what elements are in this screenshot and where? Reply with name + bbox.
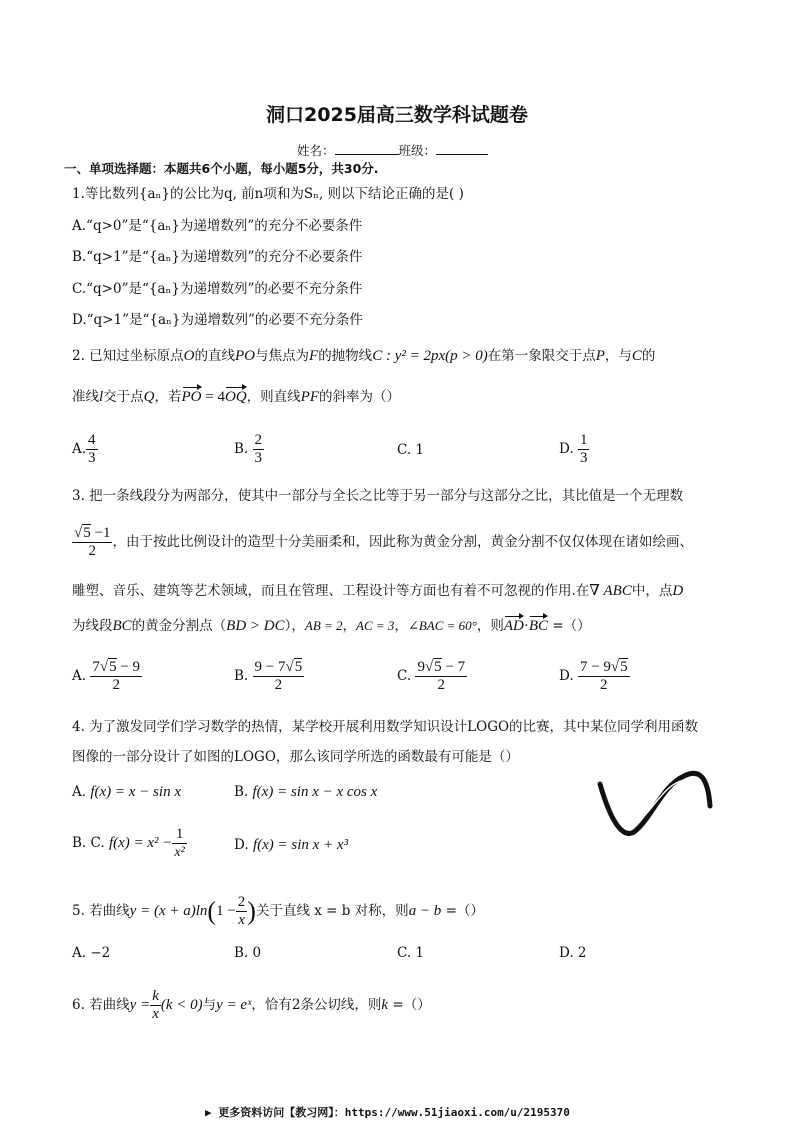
q2-line-2 [72, 388, 400, 406]
q3-text: =（） [548, 618, 591, 634]
q1-option-a: A.“q>0”是“{aₙ}为递增数列”的充分不必要条件 [72, 218, 363, 234]
q2-condition-eq: = 4 [201, 389, 225, 405]
option-label: B. [234, 668, 249, 684]
option-label: B. [234, 441, 249, 457]
q3-text: ，则 [476, 618, 504, 634]
q2-vector-po: PO [181, 389, 202, 405]
q5-expr: 1 − [216, 903, 236, 919]
q3-line-1: 3. 把一条线段分为两部分，使其中一部分与全长之比等于另一部分与这部分之比，其比值是一个无理数 [72, 488, 684, 504]
denominator: 2 [112, 677, 120, 693]
q2-math-q: Q [143, 389, 155, 405]
denominator: 2 [274, 677, 283, 693]
fraction [253, 432, 265, 467]
denominator: 2 [437, 677, 446, 693]
numerator: 1 [172, 826, 186, 844]
q2-text: 的 [641, 348, 656, 364]
q2-math-po: PO [235, 348, 256, 364]
q5-text: 5. 若曲线 [72, 903, 130, 919]
q3-text: 中，点 [631, 583, 673, 599]
q2-text: 与焦点为 [255, 348, 310, 364]
q2-text: ，若 [154, 389, 182, 405]
q5-text: 关于直线 x = b 对称，则 [255, 903, 409, 919]
fraction [90, 659, 142, 694]
denominator: 2 [88, 543, 96, 559]
q2-text: 准线 [72, 389, 99, 405]
q3-math-d: D [672, 583, 684, 599]
option-label: C. [397, 668, 412, 684]
q3-ac: AC = 3 [356, 618, 395, 633]
section-heading: 一、单项选择题：本题共6个小题，每小题5分，共30分. [64, 161, 379, 176]
denominator: 2 [600, 677, 608, 693]
option-label: B. C. [72, 835, 105, 851]
q1-option-b: B.“q>1”是“{aₙ}为递增数列”的充分不必要条件 [72, 249, 363, 265]
q2-vector-oq: OQ [224, 389, 247, 405]
q2-math-o: O [183, 348, 195, 364]
paren-right: ) [247, 896, 256, 926]
class-blank [436, 140, 488, 155]
q5-text: =（） [441, 903, 484, 919]
denominator: 3 [88, 450, 96, 466]
q3-vector-ad: AD [503, 618, 524, 634]
q1-option-d: D.“q>1”是“{aₙ}为递增数列”的必要不充分条件 [72, 312, 363, 328]
option-label: D. [559, 668, 574, 684]
q2-text: 在第一象限交于点 [487, 348, 596, 364]
numerator: 9 − 7√5 [254, 659, 303, 675]
q5-option-c: C. 1 [397, 945, 425, 961]
q3-line-4 [72, 617, 591, 635]
q5-expr: y = (x + a)ln [129, 903, 208, 919]
q2-text: ，则直线 [246, 389, 301, 405]
numerator: 2 [237, 894, 246, 910]
q3-text: 的黄金分割点（ [131, 618, 227, 634]
option-label: B. [234, 784, 249, 800]
q4-expr-d: f(x) = sin x + x³ [252, 837, 349, 853]
q3-option-a [72, 659, 142, 699]
fraction [253, 659, 305, 694]
q5-option-b: B. 0 [234, 945, 262, 961]
q4-expr-a: f(x) = x − sin x [90, 784, 181, 800]
q5-option-a: A. −2 [72, 945, 111, 961]
q3-triangle: ∇ ABC [589, 583, 632, 599]
option-label: A. [72, 441, 87, 457]
q5-math-ab: a − b [408, 903, 442, 919]
num-part: − 9 [116, 659, 141, 675]
q2-option-a [72, 432, 98, 472]
q2-option-c: C. 1 [397, 442, 425, 458]
numerator: k [152, 988, 159, 1004]
q5-option-d: D. 2 [559, 945, 587, 961]
q3-text: ，由于按此比例设计的造型十分美丽柔和，因此称为黄金分割，黄金分割不仅仅体现在诸如绘画、 [112, 534, 693, 550]
q2-parabola-eq: C : y² = 2px(p > 0) [372, 348, 488, 364]
numerator: 4 [88, 432, 96, 448]
q2-math-f: F [309, 348, 319, 364]
option-label: D. [234, 837, 249, 853]
radicand: 5 [83, 525, 91, 541]
num-part: 9 − 7 [254, 659, 286, 675]
q3-ab: AB = 2 [304, 618, 343, 633]
numerator: 7√5 − 9 [92, 659, 141, 675]
q6-text: 6. 若曲线 [72, 997, 130, 1013]
num-part: 7 [92, 659, 100, 675]
q2-math-p: P [595, 348, 605, 364]
q3-text: ）， [284, 618, 305, 634]
denominator: 3 [254, 450, 263, 466]
q3-option-c [397, 659, 467, 694]
q2-math-pf: PF [300, 389, 319, 405]
numerator: 1 [579, 432, 588, 448]
denominator: 3 [579, 450, 588, 466]
q4-option-b [234, 783, 377, 801]
q2-text: ，与 [604, 348, 632, 364]
q6-text: ，恰有2条公切线，则 [251, 997, 382, 1013]
golden-ratio-fraction [72, 525, 112, 560]
q2-math-c: C [631, 348, 642, 364]
numerator: 9√5 − 7 [417, 659, 466, 675]
q2-option-d [559, 432, 589, 467]
q4-option-c [72, 826, 187, 866]
q3-line-3 [72, 582, 683, 600]
q4-line-1: 4. 为了激发同学们学习数学的热情，某学校开展利用数学知识设计LOGO的比赛，其中某位同学利用函数 [72, 719, 699, 735]
fraction [236, 894, 248, 929]
q6-exp-curve: y = eˣ [216, 997, 252, 1013]
q2-math-l: l [99, 389, 104, 405]
class-label: 班级： [398, 143, 437, 158]
q4-option-a [72, 783, 181, 801]
num-part: − 7 [441, 659, 466, 675]
name-blank [335, 140, 399, 155]
q3-option-d [559, 659, 630, 694]
numerator-rest: −1 [90, 525, 111, 541]
q2-text: 交于点 [103, 389, 144, 405]
q2-line-1 [72, 347, 655, 365]
radicand: 5 [294, 659, 303, 675]
name-label: 姓名： [297, 143, 335, 158]
fraction [415, 659, 467, 694]
fraction [578, 432, 590, 467]
q2-text: 的抛物线 [318, 348, 373, 364]
q6-math-k: k [381, 997, 389, 1013]
numerator: √5 −1 [74, 525, 111, 541]
fraction [578, 659, 630, 694]
q3-text: 为线段 [72, 618, 113, 634]
q3-option-b [234, 659, 304, 694]
numerator: 7 − 9√5 [579, 659, 628, 675]
num-part: 9 [417, 659, 425, 675]
option-label: A. [72, 668, 87, 684]
radicand: 5 [109, 659, 117, 675]
q3-condition: BD > DC [226, 618, 285, 634]
q6-text: =（） [388, 997, 431, 1013]
option-label: D. [559, 441, 574, 457]
student-info-line [297, 140, 488, 160]
q2-text: 的直线 [194, 348, 236, 364]
q4-option-d [234, 836, 348, 854]
q3-dot: · [523, 618, 529, 634]
q1-stem: 1.等比数列{aₙ}的公比为q, 前n项和为Sₙ, 则以下结论正确的是( ) [72, 186, 464, 202]
logo-figure [592, 756, 722, 846]
q1-option-c: C.“q>0”是“{aₙ}为递增数列”的必要不充分条件 [72, 281, 363, 297]
q4-expr-c: f(x) = x² − [108, 835, 173, 851]
q3-text: 雕塑、音乐、建筑等艺术领域，而且在管理、工程设计等方面也有着不可忽视的作用.在 [72, 583, 590, 599]
q2-text: 的斜率为（） [318, 389, 400, 405]
q6-line-1 [72, 988, 431, 1028]
denominator: x [152, 1006, 159, 1022]
q3-math-bc: BC [112, 618, 132, 634]
denominator: x [238, 912, 245, 928]
radicand: 5 [620, 659, 628, 675]
numerator: 2 [254, 432, 263, 448]
footer-link[interactable]: ▶ 更多资料访问【教习网】：https://www.51jiaoxi.com/u/2195370 [205, 1106, 570, 1119]
q3-vector-bc: BC [528, 618, 549, 634]
radicand: 5 [434, 659, 442, 675]
q4-line-2: 图像的一部分设计了如图的LOGO，那么该同学所选的函数最有可能是（） [72, 749, 519, 765]
fraction [150, 988, 161, 1023]
fraction [86, 432, 98, 467]
q3-angle: ∠BAC = 60° [407, 618, 477, 633]
paren-left: ( [207, 896, 217, 926]
q3-text: ， [342, 618, 357, 634]
q6-math-y: y = [129, 997, 151, 1013]
denominator: x² [174, 845, 185, 860]
q3-line-2 [72, 525, 693, 565]
q3-text: ， [394, 618, 408, 634]
q4-expr-b: f(x) = sin x − x cos x [252, 784, 378, 800]
q2-option-b [234, 432, 264, 467]
q2-text: 2. 已知过坐标原点 [72, 348, 184, 364]
q6-text: 与 [202, 997, 217, 1013]
page-title: 洞口2025届高三数学科试题卷 [266, 104, 528, 126]
q6-condition: (k < 0) [160, 997, 203, 1013]
fraction [172, 826, 186, 861]
num-part: 7 − 9 [579, 659, 611, 675]
q5-line-1 [72, 894, 484, 934]
option-label: A. [72, 784, 87, 800]
